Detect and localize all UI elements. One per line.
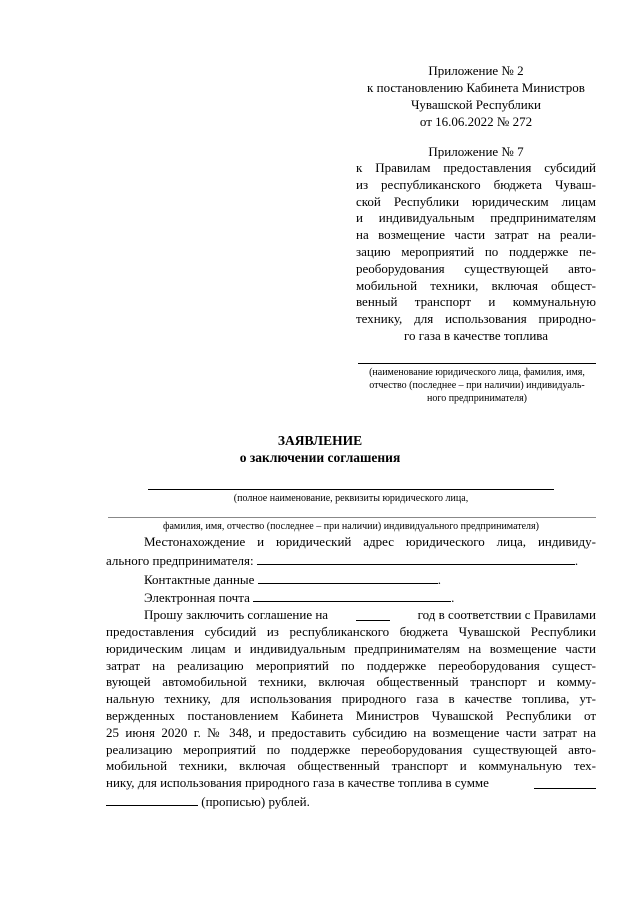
amount-words-row <box>106 792 596 811</box>
full-name-caption-2: фамилия, имя, отчество (последнее – при наличии) индивидуального предпринимателя) <box>163 521 539 532</box>
request-text: Прошу заключить соглашение на <box>144 607 329 623</box>
full-name-caption: (полное наименование, реквизиты юридического лица, <box>233 493 469 504</box>
appendix-2-block <box>356 62 596 130</box>
contacts-label: Контактные данные <box>144 571 255 587</box>
appendix-7-line: на возмещение части затрат на реали- <box>356 227 596 243</box>
appendix-2-line: Чувашской Республики <box>410 97 542 112</box>
email-row <box>106 588 596 607</box>
appendix-2-line: к постановлению Кабинета Министров <box>367 80 585 95</box>
amount-words-label: (прописью) рублей. <box>201 793 310 809</box>
appendix-7-line: зацию мероприятий по поддержке пе- <box>356 243 596 259</box>
appendix-7-block <box>356 160 596 345</box>
email-field[interactable] <box>253 588 451 602</box>
amount-field[interactable] <box>534 775 596 789</box>
appendix-7-line: технику, для использования природно- <box>356 311 596 327</box>
applicant-name-line[interactable] <box>358 363 596 364</box>
appendix-7-line: к Правилам предоставления субсидий <box>356 160 596 175</box>
address-label-2: ального предпринимателя: <box>106 552 254 568</box>
request-line: вующей автомобильной техники, включая общественный транспорт и комму- <box>106 674 596 690</box>
document-subtitle: о заключении соглашения <box>239 450 401 465</box>
address-row <box>106 551 596 570</box>
document-title: ЗАЯВЛЕНИЕ <box>277 433 363 448</box>
request-line: затрат на реализацию мероприятий по поддержке переоборудования сущест- <box>106 657 596 673</box>
appendix-7-title: Приложение № 7 <box>428 144 524 159</box>
amount-words-field[interactable] <box>106 792 198 806</box>
form-body <box>106 534 596 811</box>
caption-line: ного предпринимателя) <box>426 393 528 404</box>
appendix-7-line: венный транспорт и коммунальную <box>356 294 596 310</box>
request-line: реализацию мероприятий по поддержке переоборудования существующей авто- <box>106 741 596 757</box>
appendix-7-line: го газа в качестве топлива <box>403 327 549 343</box>
request-line: вержденных постановлением Кабинета Министров Чувашской Республики от <box>106 707 596 723</box>
applicant-caption <box>352 366 602 405</box>
appendix-7-line: из республиканского бюджета Чуваш- <box>356 176 596 192</box>
period: . <box>574 552 579 568</box>
amount-row <box>106 775 596 792</box>
contacts-field[interactable] <box>258 570 438 584</box>
request-first-line <box>106 607 596 624</box>
appendix-7-line: мобильной техники, включая общест- <box>356 277 596 293</box>
request-line: нальную технику, для использования природного газа в качестве топлива, ут- <box>106 691 596 707</box>
caption-line: (наименование юридического лица, фамилия, имя, <box>369 367 585 378</box>
appendix-7-line: и индивидуальным предпринимателям <box>356 210 596 226</box>
full-name-line[interactable] <box>148 489 554 490</box>
full-name-line-2[interactable] <box>108 517 596 518</box>
request-line: 25 июня 2020 г. № 348, и предоставить субсидию на возмещение части затрат на <box>106 724 596 740</box>
period: . <box>437 571 441 587</box>
request-line: мобильной техники, включая общественный транспорт и коммунальную тех- <box>106 758 596 774</box>
year-field[interactable] <box>356 607 390 621</box>
email-label: Электронная почта <box>144 590 250 606</box>
period: . <box>451 590 455 606</box>
request-text: год в соответствии с Правилами <box>417 607 596 623</box>
appendix-7-line: реоборудования существующей авто- <box>356 260 596 276</box>
caption-line: отчество (последнее – при наличии) индивидуаль- <box>369 380 585 391</box>
contacts-row <box>106 570 596 589</box>
appendix-2-date: от 16.06.2022 № 272 <box>419 114 533 129</box>
request-line: предоставления субсидий из республиканского бюджета Чувашской Республики <box>106 623 596 639</box>
appendix-2-title: Приложение № 2 <box>428 63 524 78</box>
request-line: юридическим лицам и индивидуальным предпринимателям на возмещение части <box>106 640 596 656</box>
appendix-7-line: ской Республики юридическим лицам <box>356 193 596 209</box>
request-line: нику, для использования природного газа в качестве топлива в сумме <box>106 775 489 791</box>
address-field[interactable] <box>257 551 575 565</box>
address-label: Местонахождение и юридический адрес юридического лица, индивиду- <box>144 534 596 549</box>
